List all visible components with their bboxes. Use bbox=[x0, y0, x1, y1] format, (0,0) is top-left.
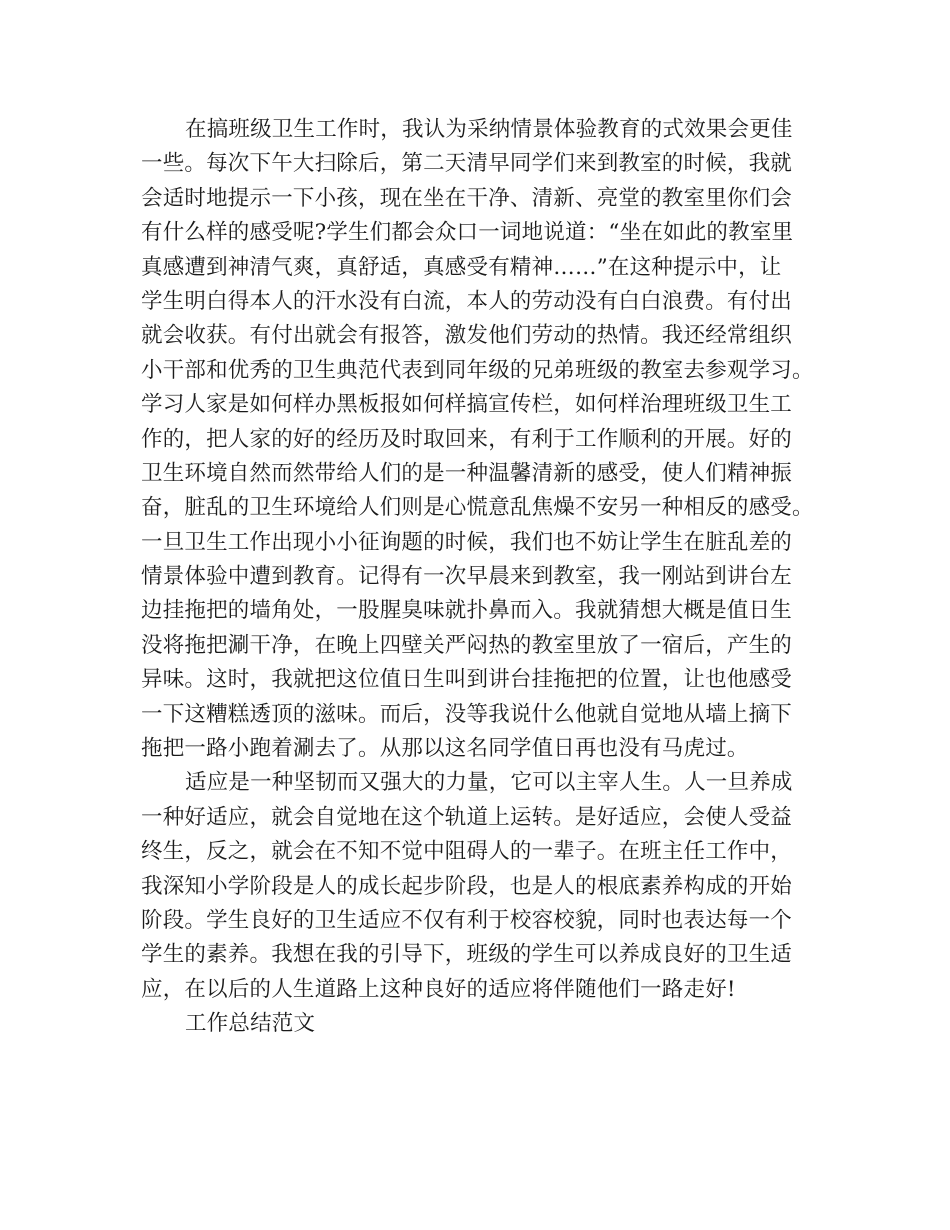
text-line: 适应是一种坚韧而又强大的力量，它可以主宰人生。人一旦养成 bbox=[185, 770, 793, 796]
text-line: 作的，把人家的好的经历及时取回来，有利于工作顺利的开展。好的 bbox=[141, 426, 793, 452]
text-line: 我深知小学阶段是人的成长起步阶段，也是人的根底素养构成的开始 bbox=[141, 873, 793, 899]
text-line: 学生的素养。我想在我的引导下，班级的学生可以养成良好的卫生适 bbox=[141, 942, 793, 968]
text-line: 在搞班级卫生工作时，我认为采纳情景体验教育的式效果会更佳 bbox=[185, 117, 793, 142]
text-line: 一下这糟糕透顶的滋味。而后，没等我说什么他就自觉地从墙上摘下 bbox=[141, 701, 793, 727]
text-line: 真感遭到神清气爽，真舒适，真感受有精神……”在这种提示中，让 bbox=[141, 254, 782, 280]
text-line: 工作总结范文 bbox=[185, 1011, 316, 1037]
text-line: 一旦卫生工作出现小小征询题的时候，我们也不妨让学生在脏乱差的 bbox=[141, 529, 793, 555]
text-line: 学生明白得本人的汗水没有白流，本人的劳动没有白白浪费。有付出 bbox=[141, 288, 793, 314]
text-line: 奋，脏乱的卫生环境给人们则是心慌意乱焦燥不安另一种相反的感受。 bbox=[141, 495, 814, 521]
text-line: 没将拖把涮干净，在晚上四壁关严闷热的教室里放了一宿后，产生的 bbox=[141, 632, 793, 658]
text-line: 异味。这时，我就把这位值日生叫到讲台挂拖把的位置，让也他感受 bbox=[141, 667, 793, 693]
text-line: 小干部和优秀的卫生典范代表到同年级的兄弟班级的教室去参观学习。 bbox=[141, 357, 814, 383]
text-line: 会适时地提示一下小孩，现在坐在干净、清新、亮堂的教室里你们会 bbox=[141, 185, 793, 211]
text-line: 学习人家是如何样办黑板报如何样搞宣传栏，如何样治理班级卫生工 bbox=[141, 392, 793, 418]
body-text bbox=[141, 113, 821, 1042]
text-line: 一种好适应，就会自觉地在这个轨道上运转。是好适应，会使人受益 bbox=[141, 804, 793, 830]
text-line: 情景体验中遭到教育。记得有一次早晨来到教室，我一刚站到讲台左 bbox=[141, 564, 793, 590]
text-line: 边挂拖把的墙角处，一股腥臭味就扑鼻而入。我就猜想大概是值日生 bbox=[141, 598, 793, 624]
text-line: 一些。每次下午大扫除后，第二天清早同学们来到教室的时候，我就 bbox=[141, 151, 793, 177]
text-line: 就会收获。有付出就会有报答，激发他们劳动的热情。我还经常组织 bbox=[141, 323, 793, 349]
text-line: 拖把一路小跑着涮去了。从那以这名同学值日再也没有马虎过。 bbox=[141, 736, 749, 762]
text-line: 应，在以后的人生道路上这种良好的适应将伴随他们一路走好! bbox=[141, 976, 736, 1002]
text-line: 终生，反之，就会在不知不觉中阻碍人的一辈子。在班主任工作中， bbox=[141, 839, 793, 865]
text-line: 卫生环境自然而然带给人们的是一种温馨清新的感受，使人们精神振 bbox=[141, 460, 793, 486]
text-line: 有什么样的感受呢?学生们都会众口一词地说道：“坐在如此的教室里 bbox=[141, 220, 794, 246]
text-line: 阶段。学生良好的卫生适应不仅有利于校容校貌，同时也表达每一个 bbox=[141, 907, 793, 933]
